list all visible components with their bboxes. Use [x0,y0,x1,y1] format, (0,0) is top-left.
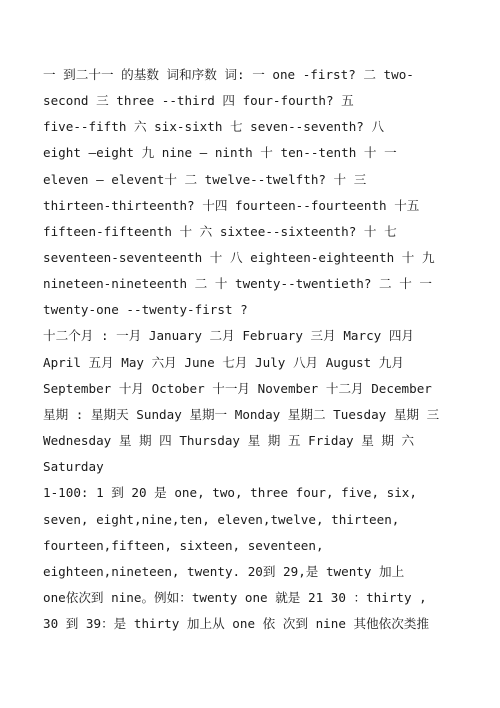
text-line-7: fifteen-fifteenth 十 六 sixtee--sixteenth? 十 七 [43,224,397,239]
text-line-15: Wednesday 星 期 四 Thursday 星 期 五 Friday 星 期 六 [43,433,415,448]
text-line-6: thirteen-thirteenth? 十四 fourteen--fourteenth 十五 [43,198,420,213]
text-line-21: one依次到 nine。例如：twenty one 就是 21 30 ：thirty , [43,590,427,605]
text-line-13: September 十月 October 十一月 November 十二月 December [43,381,432,396]
text-line-18: seven, eight,nine,ten, eleven,twelve, thirteen, [43,512,400,527]
text-line-1: 一 到二十一 的基数 词和序数 词: 一 one -first? 二 two- [43,67,414,82]
text-line-8: seventeen-seventeenth 十 八 eighteen-eighteenth 十 九 [43,250,435,265]
text-line-4: eight —eight 九 nine — ninth 十 ten--tenth 十 一 [43,145,397,160]
text-line-5: eleven — elevent十 二 twelve--twelfth? 十 三 [43,172,367,187]
text-line-14: 星期 : 星期天 Sunday 星期一 Monday 星期二 Tuesday 星期 三 [43,407,440,422]
text-line-17: 1-100: 1 到 20 是 one, two, three four, five, six, [43,485,417,500]
text-line-2: second 三 three --third 四 four-fourth? 五 [43,93,354,108]
text-line-3: five--fifth 六 six-sixth 七 seven--seventh? 八 [43,119,385,134]
text-line-19: fourteen,fifteen, sixteen, seventeen, [43,538,324,553]
text-line-22: 30 到 39：是 thirty 加上从 one 依 次到 nine 其他依次类推 [43,616,430,631]
text-line-10: twenty-one --twenty-first ? [43,302,248,317]
text-line-12: April 五月 May 六月 June 七月 July 八月 August 九月 [43,355,404,370]
text-line-20: eighteen,nineteen, twenty. 20到 29,是 twenty 加上 [43,564,405,579]
text-line-9: nineteen-nineteenth 二 十 twenty--twentieth? 二 十 一 [43,276,432,291]
text-line-16: Saturday [43,459,104,474]
text-line-11: 十二个月 : 一月 January 二月 February 三月 Marcy 四月 [43,328,415,343]
